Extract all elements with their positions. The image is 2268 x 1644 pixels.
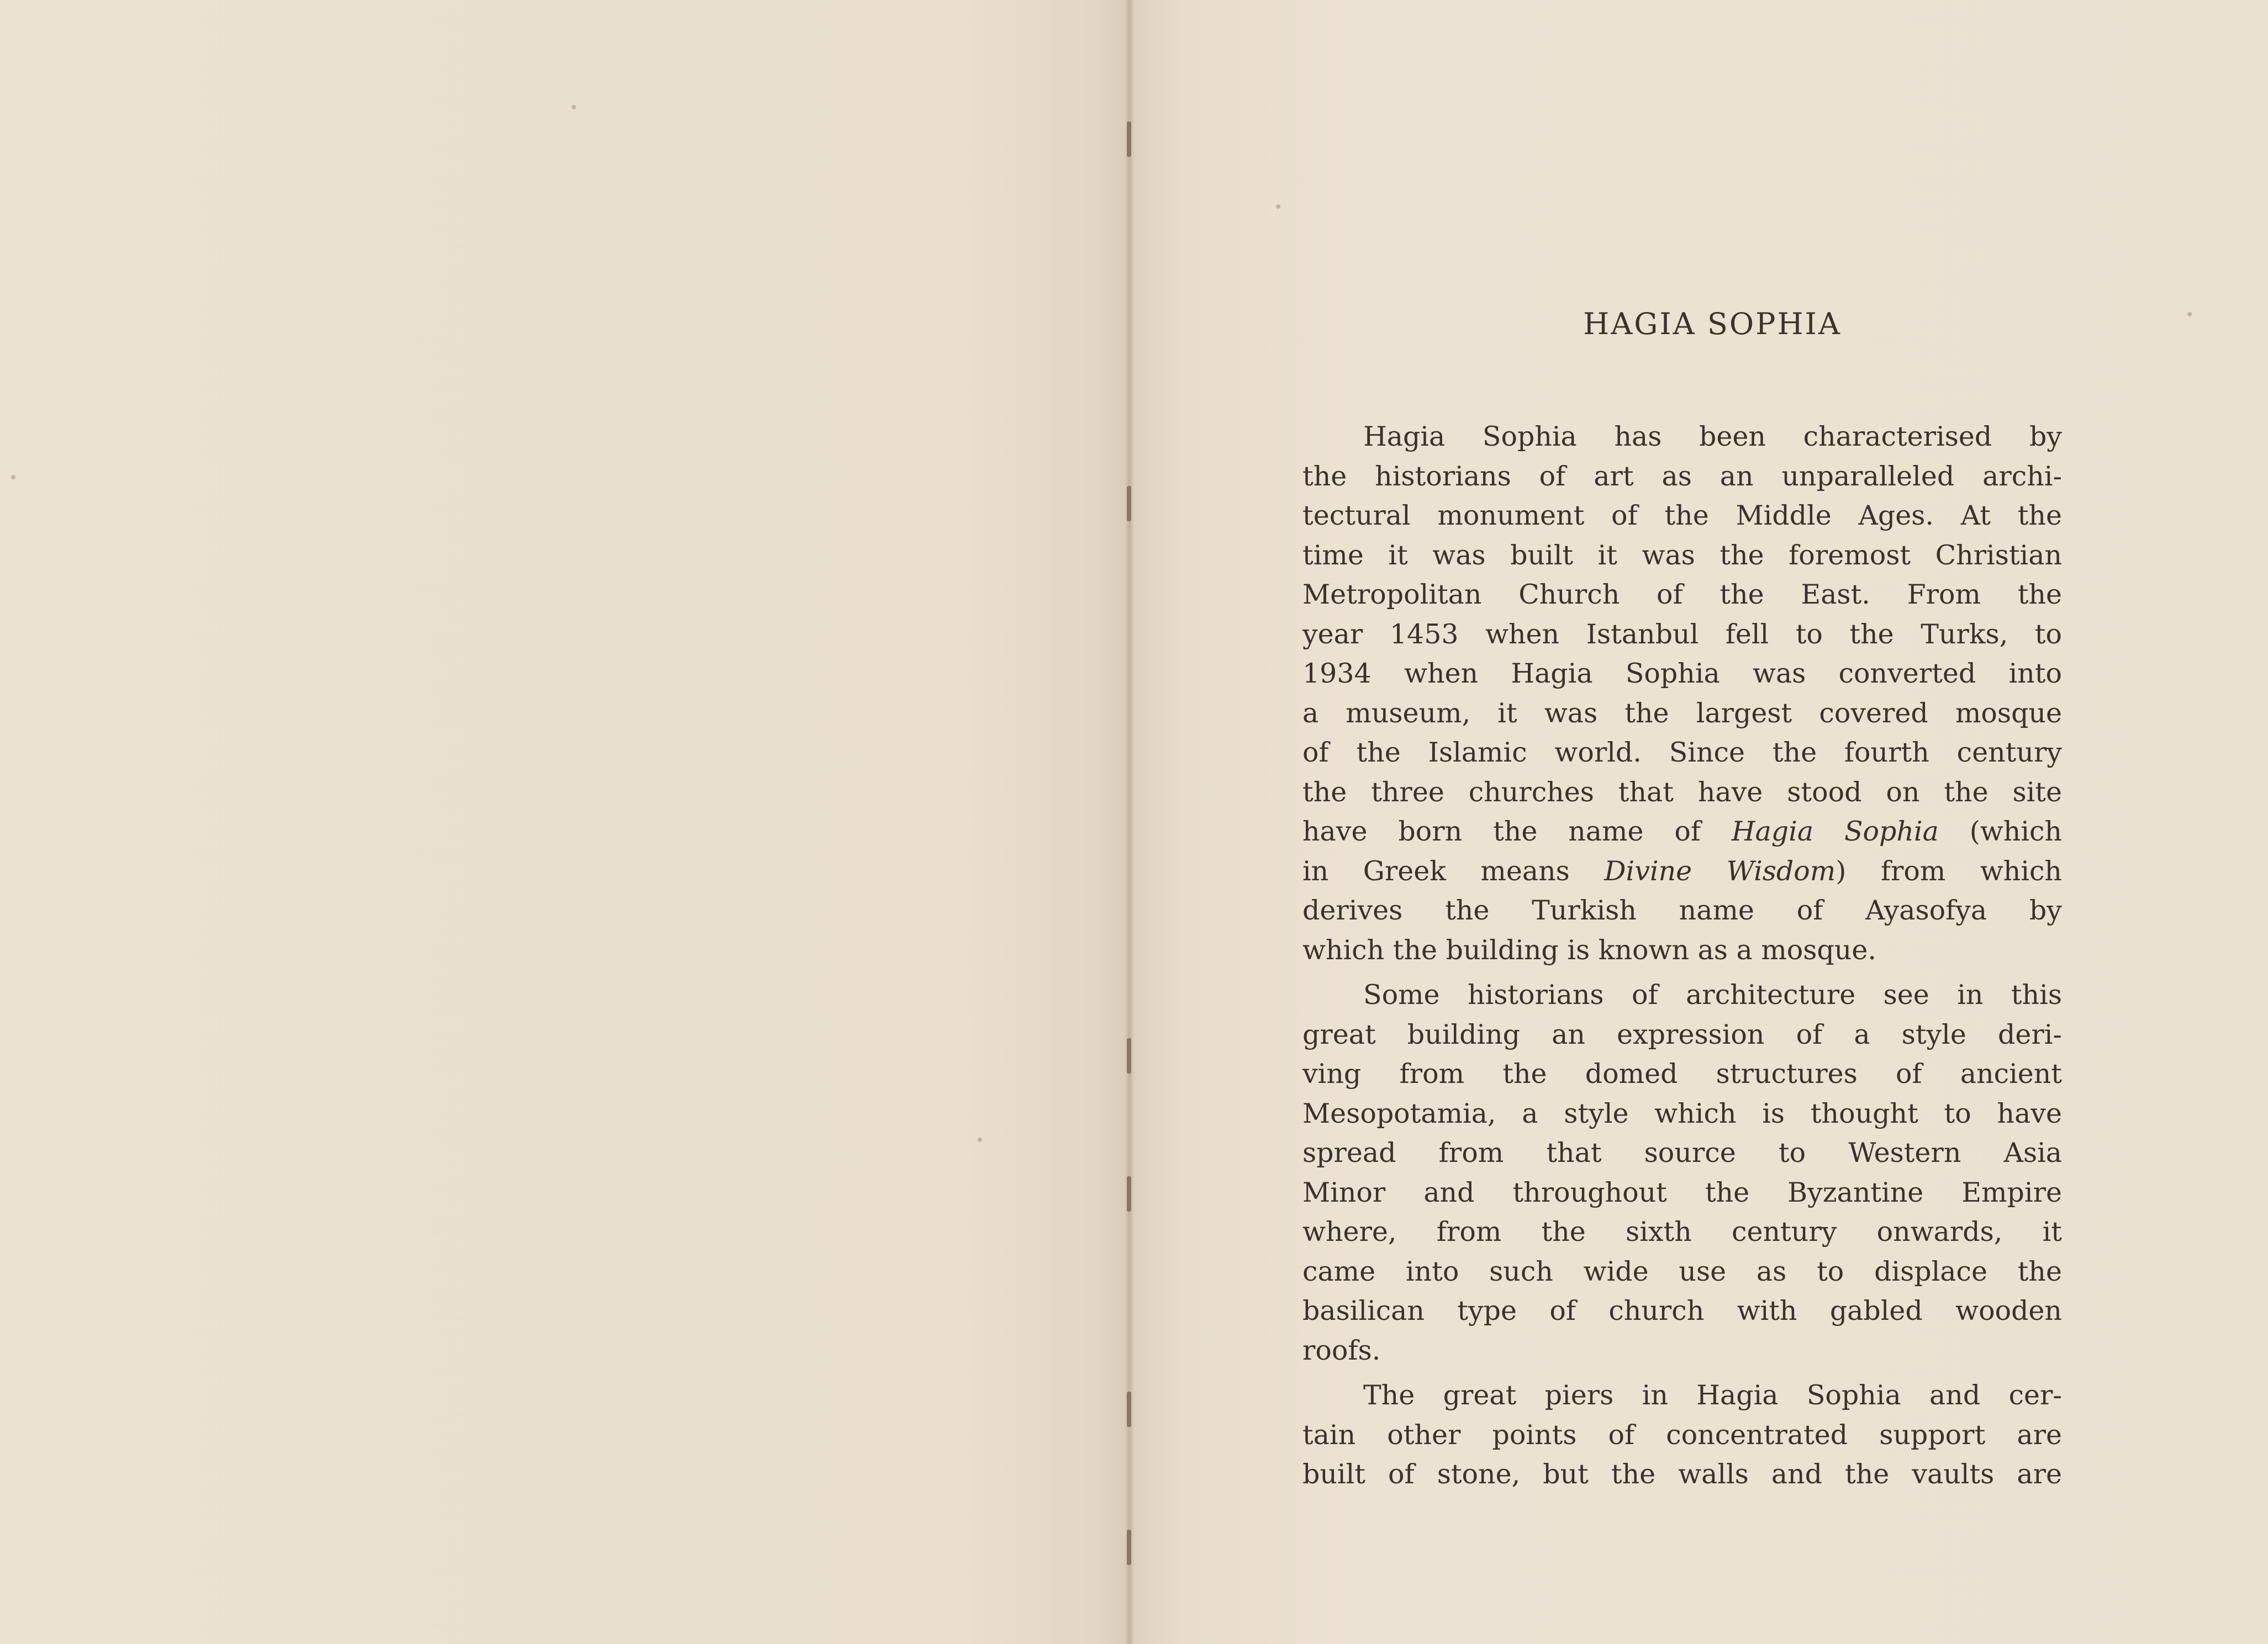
binding-mark xyxy=(1127,1176,1131,1212)
text-line: of the Islamic world. Since the fourth century xyxy=(1302,737,2062,768)
text-line: great building an expression of a style deri- xyxy=(1302,1018,2062,1050)
text-line: tain other points of concentrated support are xyxy=(1302,1419,2062,1451)
text-line: which the building is known as a mosque. xyxy=(1302,934,1876,966)
text-line: in Greek means Divine Wisdom) from which xyxy=(1302,855,2062,887)
text-line: built of stone, but the walls and the vaults are xyxy=(1302,1458,2062,1490)
body-text xyxy=(1302,417,2062,1500)
binding-mark xyxy=(1127,121,1131,157)
text-line: time it was built it was the foremost Christian xyxy=(1302,539,2062,571)
binding-mark xyxy=(1127,1392,1131,1427)
paragraph-2 xyxy=(1302,975,2062,1370)
text-line: The great piers in Hagia Sophia and cer- xyxy=(1363,1379,2062,1411)
binding-mark xyxy=(1127,486,1131,521)
text-line: have born the name of Hagia Sophia (which xyxy=(1302,816,2063,847)
text-line: came into such wide use as to displace the xyxy=(1302,1255,2062,1287)
binding-mark xyxy=(1127,1530,1131,1565)
text-line: Metropolitan Church of the East. From the xyxy=(1302,579,2062,610)
text-line: the historians of art as an unparalleled archi- xyxy=(1302,460,2062,492)
paper-speck xyxy=(2187,312,2192,316)
page-title: HAGIA SOPHIA xyxy=(1583,306,1842,341)
paper-speck xyxy=(978,1138,982,1142)
text-line: derives the Turkish name of Ayasofya by xyxy=(1302,895,2062,926)
text-line: a museum, it was the largest covered mosque xyxy=(1302,697,2062,729)
paragraph-3 xyxy=(1302,1376,2062,1494)
text-line: tectural monument of the Middle Ages. At the xyxy=(1302,500,2062,531)
text-line: Hagia Sophia has been characterised by xyxy=(1363,421,2062,452)
binding-mark xyxy=(1127,1038,1131,1074)
text-line: basilican type of church with gabled wooden xyxy=(1302,1295,2062,1326)
text-line: year 1453 when Istanbul fell to the Turks, to xyxy=(1302,618,2062,650)
paper-speck xyxy=(572,105,576,109)
paper-speck xyxy=(1276,204,1280,209)
text-line: ving from the domed structures of ancient xyxy=(1302,1058,2062,1090)
text-line: Minor and throughout the Byzantine Empire xyxy=(1302,1176,2062,1208)
text-line: spread from that source to Western Asia xyxy=(1302,1137,2062,1169)
paragraph-1 xyxy=(1302,417,2062,970)
text-line: Mesopotamia, a style which is thought to have xyxy=(1302,1097,2062,1129)
text-line: 1934 when Hagia Sophia was converted into xyxy=(1302,658,2062,689)
text-line: Some historians of architecture see in this xyxy=(1363,979,2062,1011)
text-line: roofs. xyxy=(1302,1334,1381,1366)
text-line: the three churches that have stood on the site xyxy=(1302,776,2062,808)
paper-speck xyxy=(11,475,15,479)
text-line: where, from the sixth century onwards, it xyxy=(1302,1216,2062,1247)
left-page-blank xyxy=(0,0,1130,1644)
